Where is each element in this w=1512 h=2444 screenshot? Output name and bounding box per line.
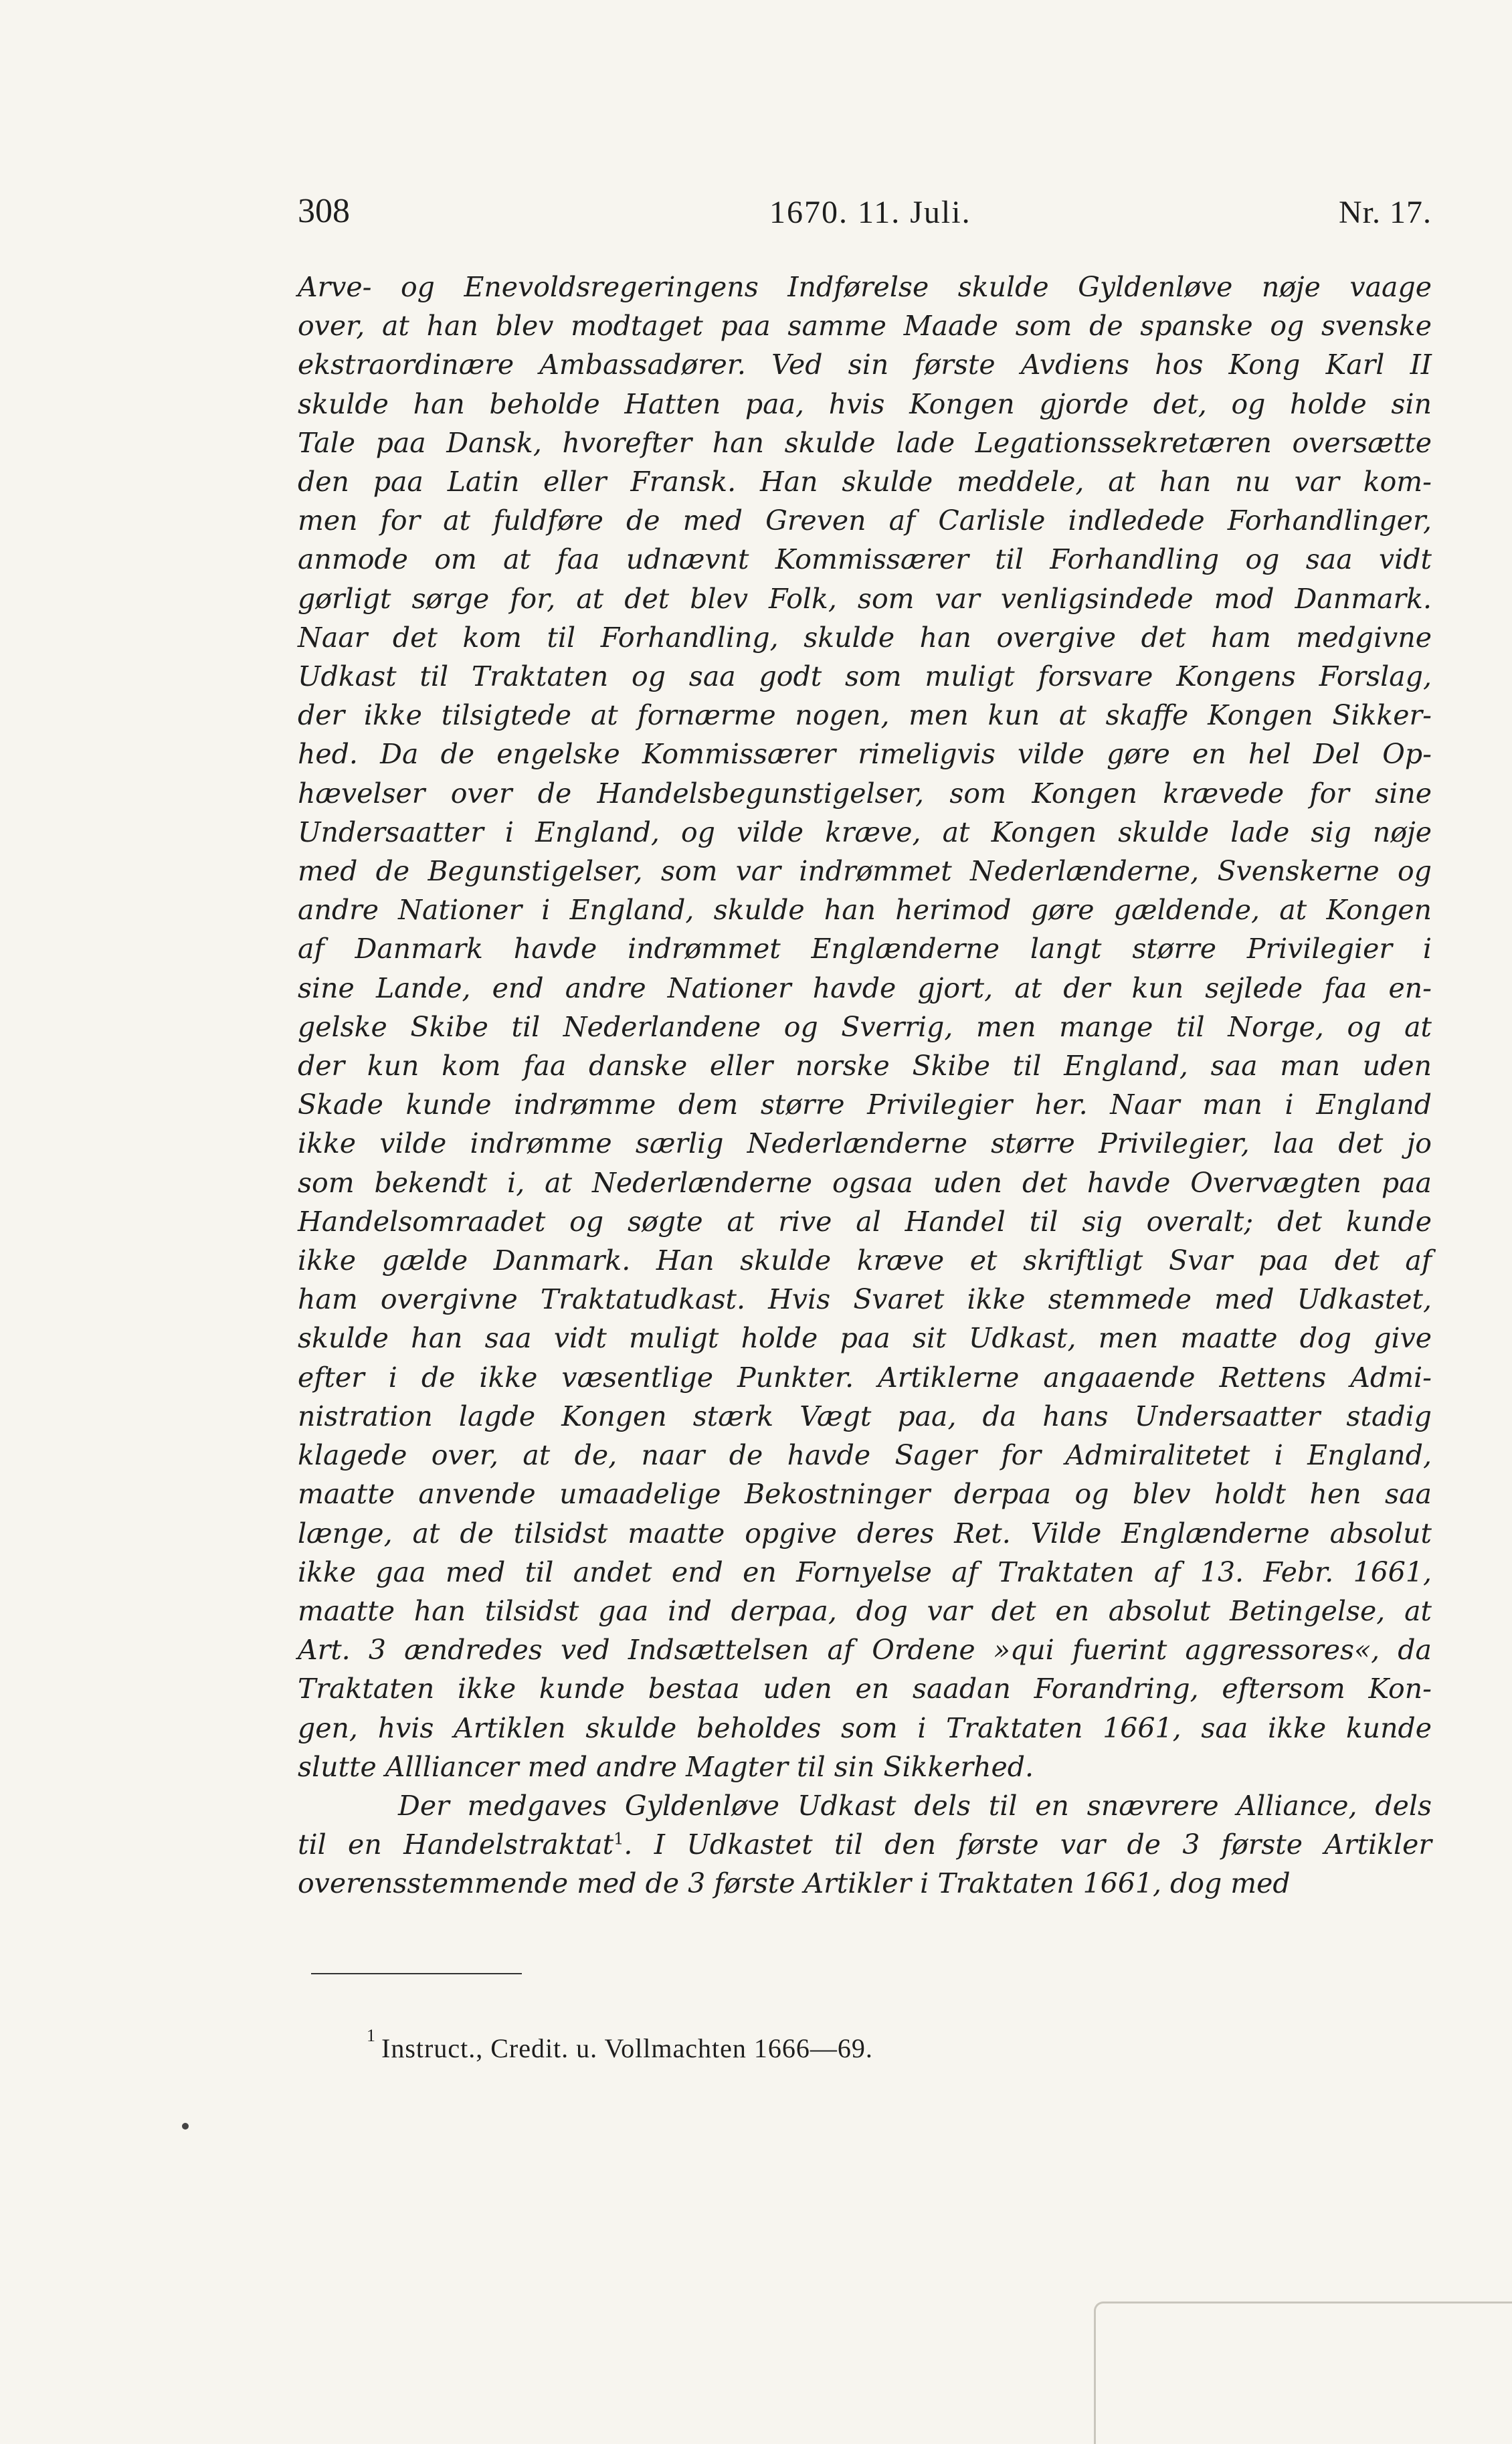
text-line: ikke vilde indrømme særlig Nederlænderne større Privilegier, laa det jo xyxy=(298,1127,1432,1160)
text-line: ham overgivne Traktatudkast. Hvis Svaret ikke stemmede med Udkastet, xyxy=(298,1283,1432,1316)
text-line: Traktaten ikke kunde bestaa uden en saadan Forandring, eftersom Kon- xyxy=(298,1673,1432,1705)
text-line: anmode om at faa udnævnt Kommissærer til Forhandling og saa vidt xyxy=(298,543,1432,576)
text-line: Skade kunde indrømme dem større Privilegier her. Naar man i England xyxy=(298,1089,1432,1121)
text-line: andre Nationer i England, skulde han herimod gøre gældende, at Kongen xyxy=(298,894,1432,927)
text-line: hævelser over de Handelsbegunstigelser, som Kongen krævede for sine xyxy=(298,777,1432,810)
text-line: med de Begunstigelser, som var indrømmet Nederlænderne, Svenskerne og xyxy=(298,855,1432,888)
text-line: over, at han blev modtaget paa samme Maade som de spanske og svenske xyxy=(298,310,1432,343)
text-line: slutte Allliancer med andre Magter til sin Sikkerhed. xyxy=(298,1750,1034,1783)
text-line: den paa Latin eller Fransk. Han skulde meddele, at han nu var kom- xyxy=(298,466,1432,498)
text-line: af Danmark havde indrømmet Englænderne langt større Privilegier i xyxy=(298,933,1432,965)
header-date: 1670. 11. Juli. xyxy=(769,195,971,230)
footnote xyxy=(367,2026,873,2064)
document-number: Nr. 17. xyxy=(1339,195,1432,230)
text-line: skulde han saa vidt muligt holde paa sit Udkast, men maatte dog give xyxy=(298,1322,1432,1355)
footnote-text: Instruct., Credit. u. Vollmachten 1666—69. xyxy=(381,2033,873,2063)
text-line: klagede over, at de, naar de havde Sager for Admiralitetet i England, xyxy=(298,1439,1432,1472)
running-header xyxy=(298,191,1432,231)
text-line: der kun kom faa danske eller norske Skibe til England, saa man uden xyxy=(298,1050,1432,1083)
text-line: Udkast til Traktaten og saa godt som muligt forsvare Kongens Forslag, xyxy=(298,660,1432,693)
footnote-divider xyxy=(311,1973,522,1974)
paragraph-2 xyxy=(298,1786,1432,1903)
text-line: Tale paa Dansk, hvorefter han skulde lade Legationssekretæren oversætte xyxy=(298,426,1432,459)
text-line: efter i de ikke væsentlige Punkter. Artiklerne angaaende Rettens Admi- xyxy=(298,1361,1432,1394)
text-line: overensstemmende med de 3 første Artikler i Traktaten 1661, dog med xyxy=(298,1867,1291,1900)
text-line: maatte han tilsidst gaa ind derpaa, dog var det en absolut Betingelse, at xyxy=(298,1594,1432,1627)
text-line: Naar det kom til Forhandling, skulde han overgive det ham medgivne xyxy=(298,621,1432,654)
text-line: der ikke tilsigtede at fornærme nogen, men kun at skaffe Kongen Sikker- xyxy=(298,699,1432,732)
text-line: Arve- og Enevoldsregeringens Indførelse skulde Gyldenløve nøje vaage xyxy=(298,271,1432,303)
text-line: ekstraordinære Ambassadører. Ved sin første Avdiens hos Kong Karl II xyxy=(298,349,1432,381)
footnote-reference[interactable]: 1 xyxy=(613,1829,624,1849)
paragraph-1 xyxy=(298,268,1432,1786)
text-line: men for at fuldføre de med Greven af Carlisle indledede Forhandlinger, xyxy=(298,504,1432,537)
text-line: sine Lande, end andre Nationer havde gjort, at der kun sejlede faa en- xyxy=(298,971,1432,1004)
library-stamp-outline xyxy=(1094,2301,1512,2444)
text-line: maatte anvende umaadelige Bekostninger derpaa og blev holdt hen saa xyxy=(298,1478,1432,1511)
ink-spot xyxy=(182,2123,189,2130)
text-line: gen, hvis Artiklen skulde beholdes som i Traktaten 1661, saa ikke kunde xyxy=(298,1711,1432,1744)
text-line: gørligt sørge for, at det blev Folk, som var venligsindede mod Danmark. xyxy=(298,582,1432,615)
text-line: Art. 3 ændredes ved Indsættelsen af Ordene »qui fuerint aggressores«, da xyxy=(298,1634,1432,1667)
text-line xyxy=(298,1825,1432,1864)
text-line: hed. Da de engelske Kommissærer rimeligvis vilde gøre en hel Del Op- xyxy=(298,738,1432,771)
text-line: ikke gaa med til andet end en Fornyelse af Traktaten af 13. Febr. 1661, xyxy=(298,1556,1432,1588)
text-line: nistration lagde Kongen stærk Vægt paa, da hans Undersaatter stadig xyxy=(298,1400,1432,1432)
text-line: Undersaatter i England, og vilde kræve, at Kongen skulde lade sig nøje xyxy=(298,816,1432,848)
text-fragment: til en Handelstraktat xyxy=(298,1828,614,1861)
text-line: som bekendt i, at Nederlænderne ogsaa uden det havde Overvægten paa xyxy=(298,1166,1432,1199)
text-line: Handelsomraadet og søgte at rive al Handel til sig overalt; det kunde xyxy=(298,1205,1432,1238)
text-line: skulde han beholde Hatten paa, hvis Kongen gjorde det, og holde sin xyxy=(298,387,1432,420)
text-line: gelske Skibe til Nederlandene og Sverrig, men mange til Norge, og at xyxy=(298,1010,1432,1043)
text-line: ikke gælde Danmark. Han skulde kræve et skriftligt Svar paa det af xyxy=(298,1244,1432,1277)
text-line: længe, at de tilsidst maatte opgive deres Ret. Vilde Englænderne absolut xyxy=(298,1517,1432,1549)
main-text xyxy=(298,268,1432,1903)
footnote-marker: 1 xyxy=(367,2026,376,2045)
text-fragment: . I Udkastet til den første var de 3 første Artikler xyxy=(624,1828,1432,1861)
text-line: Der medgaves Gyldenløve Udkast dels til en snævrere Alliance, dels xyxy=(398,1789,1432,1822)
page-number: 308 xyxy=(298,192,350,230)
